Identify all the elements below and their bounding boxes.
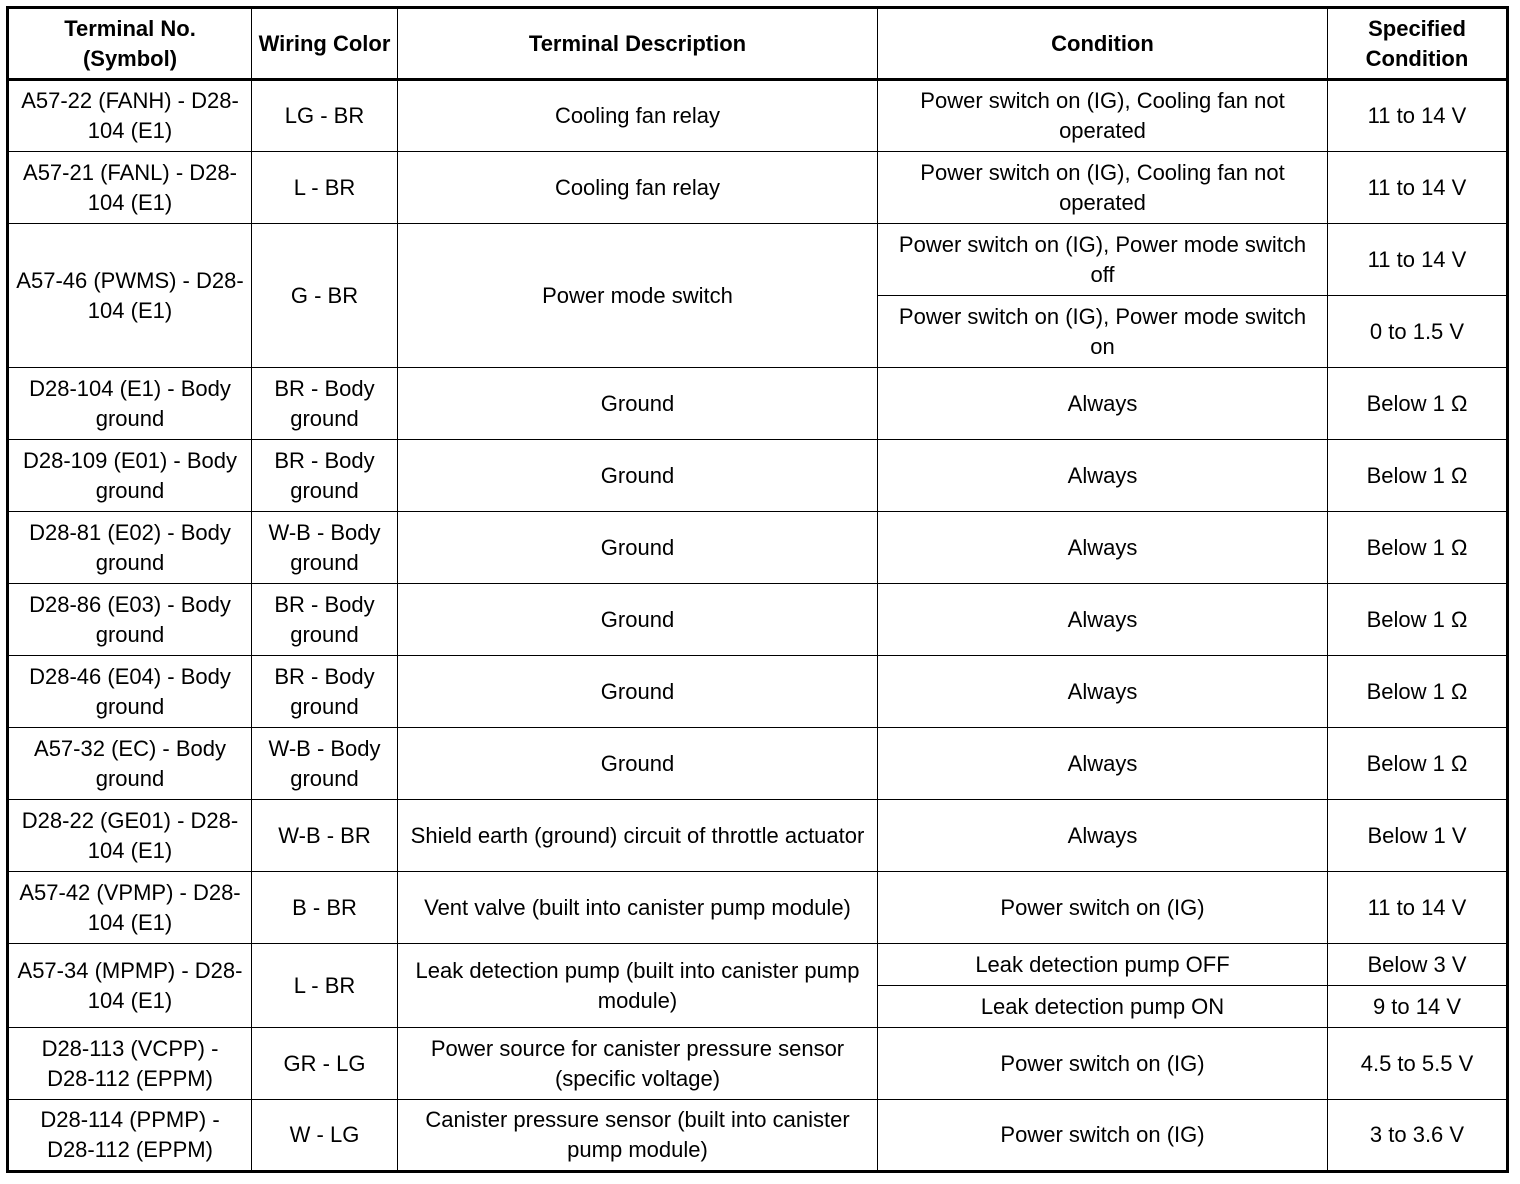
condition-cell: Leak detection pump ON [878, 986, 1328, 1028]
specified-cell: Below 1 V [1328, 800, 1508, 872]
specified-cell: 4.5 to 5.5 V [1328, 1028, 1508, 1100]
condition-cell: Always [878, 800, 1328, 872]
wiring-color-cell: W - LG [252, 1100, 398, 1172]
description-cell: Ground [398, 656, 878, 728]
condition-cell: Power switch on (IG), Power mode switch on [878, 296, 1328, 368]
table-row [8, 584, 1508, 656]
terminal-cell: A57-46 (PWMS) - D28-104 (E1) [8, 224, 252, 368]
condition-cell: Power switch on (IG) [878, 872, 1328, 944]
specified-cell: Below 1 Ω [1328, 728, 1508, 800]
table-row [8, 368, 1508, 440]
header-condition: Condition [878, 8, 1328, 80]
description-cell: Vent valve (built into canister pump module) [398, 872, 878, 944]
table-row [8, 1100, 1508, 1172]
wiring-color-cell: BR - Body ground [252, 440, 398, 512]
terminal-cell: D28-46 (E04) - Body ground [8, 656, 252, 728]
wiring-color-cell: BR - Body ground [252, 584, 398, 656]
description-cell: Leak detection pump (built into canister pump module) [398, 944, 878, 1028]
table-row [8, 152, 1508, 224]
condition-cell: Power switch on (IG), Cooling fan not operated [878, 152, 1328, 224]
table-row [8, 224, 1508, 296]
terminal-cell: A57-21 (FANL) - D28-104 (E1) [8, 152, 252, 224]
wiring-color-cell: W-B - Body ground [252, 728, 398, 800]
header-wiring-color: Wiring Color [252, 8, 398, 80]
condition-cell: Power switch on (IG) [878, 1028, 1328, 1100]
condition-cell: Always [878, 512, 1328, 584]
specified-cell: 9 to 14 V [1328, 986, 1508, 1028]
terminal-cell: A57-34 (MPMP) - D28-104 (E1) [8, 944, 252, 1028]
terminal-cell: D28-113 (VCPP) - D28-112 (EPPM) [8, 1028, 252, 1100]
table-row [8, 440, 1508, 512]
description-cell: Power mode switch [398, 224, 878, 368]
specified-cell: Below 1 Ω [1328, 584, 1508, 656]
wiring-color-cell: G - BR [252, 224, 398, 368]
specified-cell: 11 to 14 V [1328, 152, 1508, 224]
specified-cell: 11 to 14 V [1328, 224, 1508, 296]
description-cell: Ground [398, 584, 878, 656]
terminal-cell: D28-114 (PPMP) - D28-112 (EPPM) [8, 1100, 252, 1172]
specified-cell: 3 to 3.6 V [1328, 1100, 1508, 1172]
wiring-color-cell: BR - Body ground [252, 368, 398, 440]
description-cell: Cooling fan relay [398, 80, 878, 152]
wiring-color-cell: BR - Body ground [252, 656, 398, 728]
condition-cell: Always [878, 440, 1328, 512]
condition-cell: Always [878, 368, 1328, 440]
wiring-color-cell: W-B - Body ground [252, 512, 398, 584]
specified-cell: 11 to 14 V [1328, 872, 1508, 944]
header-row [8, 8, 1508, 80]
specified-cell: Below 3 V [1328, 944, 1508, 986]
table-row [8, 512, 1508, 584]
terminal-cell: D28-109 (E01) - Body ground [8, 440, 252, 512]
terminal-cell: D28-86 (E03) - Body ground [8, 584, 252, 656]
condition-cell: Power switch on (IG), Cooling fan not operated [878, 80, 1328, 152]
table-row [8, 728, 1508, 800]
terminal-spec-table [6, 6, 1509, 1173]
specified-cell: 11 to 14 V [1328, 80, 1508, 152]
specified-cell: Below 1 Ω [1328, 512, 1508, 584]
description-cell: Ground [398, 512, 878, 584]
condition-cell: Always [878, 728, 1328, 800]
terminal-cell: D28-104 (E1) - Body ground [8, 368, 252, 440]
description-cell: Canister pressure sensor (built into canister pump module) [398, 1100, 878, 1172]
description-cell: Ground [398, 728, 878, 800]
terminal-cell: D28-22 (GE01) - D28-104 (E1) [8, 800, 252, 872]
specified-cell: 0 to 1.5 V [1328, 296, 1508, 368]
terminal-cell: A57-22 (FANH) - D28-104 (E1) [8, 80, 252, 152]
terminal-cell: A57-32 (EC) - Body ground [8, 728, 252, 800]
wiring-color-cell: LG - BR [252, 80, 398, 152]
table-row [8, 872, 1508, 944]
condition-cell: Power switch on (IG) [878, 1100, 1328, 1172]
table-row [8, 1028, 1508, 1100]
condition-cell: Always [878, 656, 1328, 728]
description-cell: Shield earth (ground) circuit of throttle actuator [398, 800, 878, 872]
wiring-color-cell: B - BR [252, 872, 398, 944]
wiring-color-cell: L - BR [252, 944, 398, 1028]
specified-cell: Below 1 Ω [1328, 368, 1508, 440]
terminal-cell: A57-42 (VPMP) - D28-104 (E1) [8, 872, 252, 944]
wiring-color-cell: W-B - BR [252, 800, 398, 872]
description-cell: Ground [398, 440, 878, 512]
header-terminal-description: Terminal Description [398, 8, 878, 80]
specified-cell: Below 1 Ω [1328, 440, 1508, 512]
condition-cell: Leak detection pump OFF [878, 944, 1328, 986]
description-cell: Power source for canister pressure sensor (specific voltage) [398, 1028, 878, 1100]
table-row [8, 944, 1508, 986]
table-row [8, 656, 1508, 728]
wiring-color-cell: GR - LG [252, 1028, 398, 1100]
header-specified-condition: Specified Condition [1328, 8, 1508, 80]
specified-cell: Below 1 Ω [1328, 656, 1508, 728]
description-cell: Ground [398, 368, 878, 440]
terminal-cell: D28-81 (E02) - Body ground [8, 512, 252, 584]
table-row [8, 800, 1508, 872]
table-row [8, 80, 1508, 152]
condition-cell: Always [878, 584, 1328, 656]
condition-cell: Power switch on (IG), Power mode switch off [878, 224, 1328, 296]
wiring-color-cell: L - BR [252, 152, 398, 224]
header-terminal: Terminal No. (Symbol) [8, 8, 252, 80]
description-cell: Cooling fan relay [398, 152, 878, 224]
